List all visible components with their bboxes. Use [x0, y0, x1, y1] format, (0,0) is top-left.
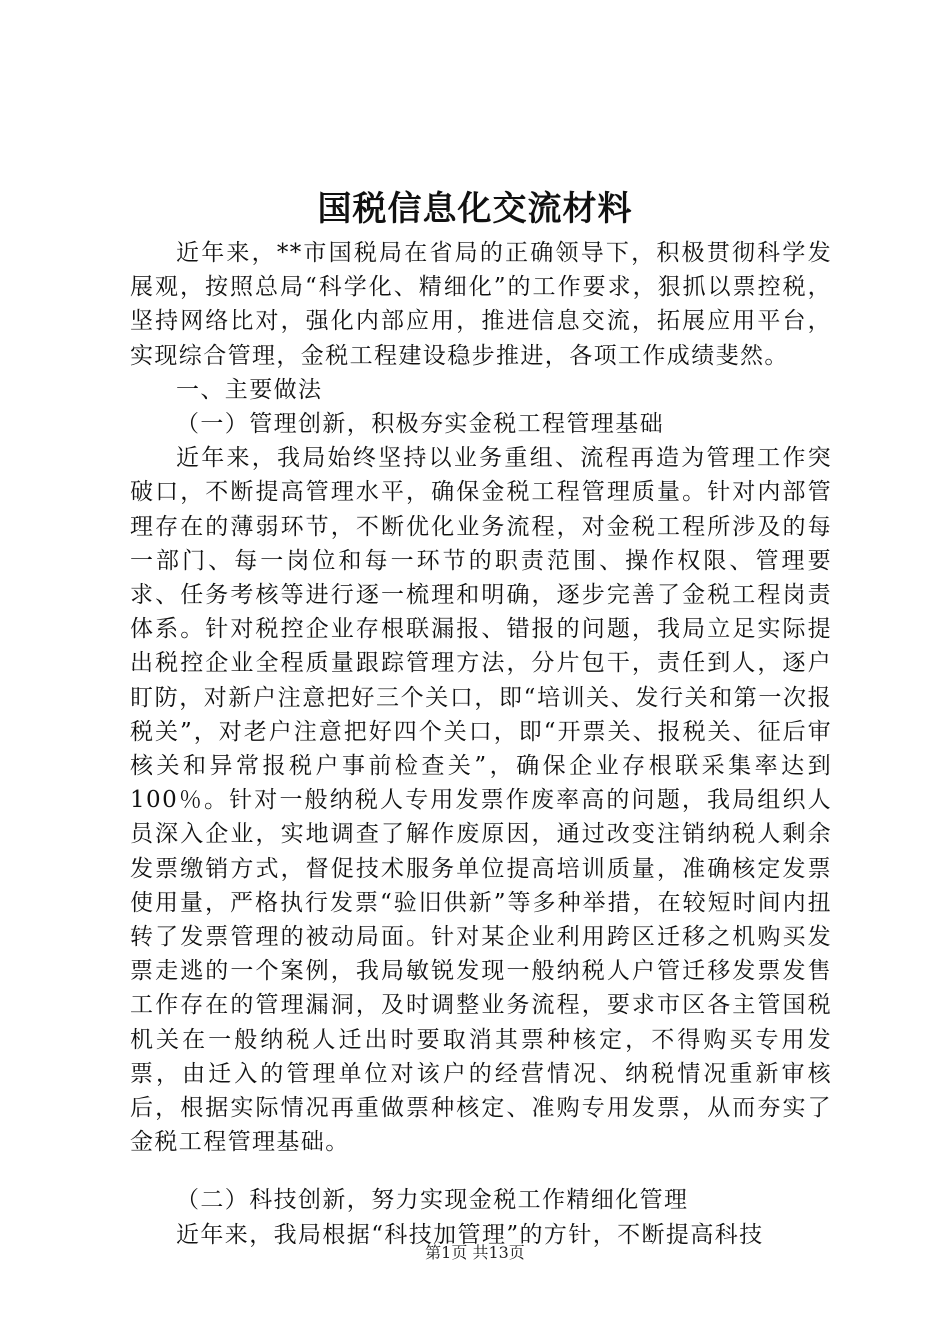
subsection-heading-management-innovation: （一）管理创新，积极夯实金税工程管理基础 — [176, 411, 664, 438]
intro-paragraph: 近年来，**市国税局在省局的正确领导下，积极贯彻科学发展观，按照总局“科学化、精细化”的工作要求，狠抓以票控税，坚持网络比对，强化内部应用，推进信息交流，拓展应用平台，实现综合管理，金税工程建设稳步推进，各项工作成绩斐然。 — [130, 240, 832, 369]
document-title: 国税信息化交流材料 — [317, 189, 633, 229]
management-innovation-paragraph: 近年来，我局始终坚持以业务重组、流程再造为管理工作突破口，不断提高管理水平，确保金税工程管理质量。针对内部管理存在的薄弱环节，不断优化业务流程，对金税工程所涉及的每一部门、每一岗位和每一环节的职责范围、操作权限、管理要求、任务考核等进行逐一梳理和明确，逐步完善了金税工程岗责体系。针对税控企业存根联漏报、错报的问题，我局立足实际提出税控企业全程质量跟踪管理方法，分片包干，责任到人，逐户盯防，对新户注意把好三个关口，即“培训关、发行关和第一次报税关”，对老户注意把好四个关口，即“开票关、报税关、征后审核关和异常报税户事前检查关”，确保企业存根联采集率达到100％。针对一般纳税人专用发票作废率高的问题，我局组织人员深入企业，实地调查了解作废原因，通过改变注销纳税人剩余发票缴销方式，督促技术服务单位提高培训质量，准确核定发票使用量，严格执行发票“验旧供新”等多种举措，在较短时间内扭转了发票管理的被动局面。针对某企业利用跨区迁移之机购买发票走逃的一个案例，我局敏锐发现一般纳税人户管迁移发票发售工作存在的管理漏洞，及时调整业务流程，要求市区各主管国税机关在一般纳税人迁出时要取消其票种核定，不得购买专用发票，由迁入的管理单位对该户的经营情况、纳税情况重新审核后，根据实际情况再重做票种核定、准购专用发票，从而夯实了金税工程管理基础。 — [130, 445, 832, 1156]
subsection-heading-technology-innovation: （二）科技创新，努力实现金税工作精细化管理 — [176, 1187, 689, 1214]
document-body — [130, 236, 832, 1252]
technology-innovation-paragraph: 近年来，我局根据“科技加管理”的方针，不断提高科技 — [176, 1221, 764, 1248]
section-heading-main-practices: 一、主要做法 — [176, 376, 323, 403]
page-number-footer: 第1页 共13页 — [425, 1243, 525, 1262]
